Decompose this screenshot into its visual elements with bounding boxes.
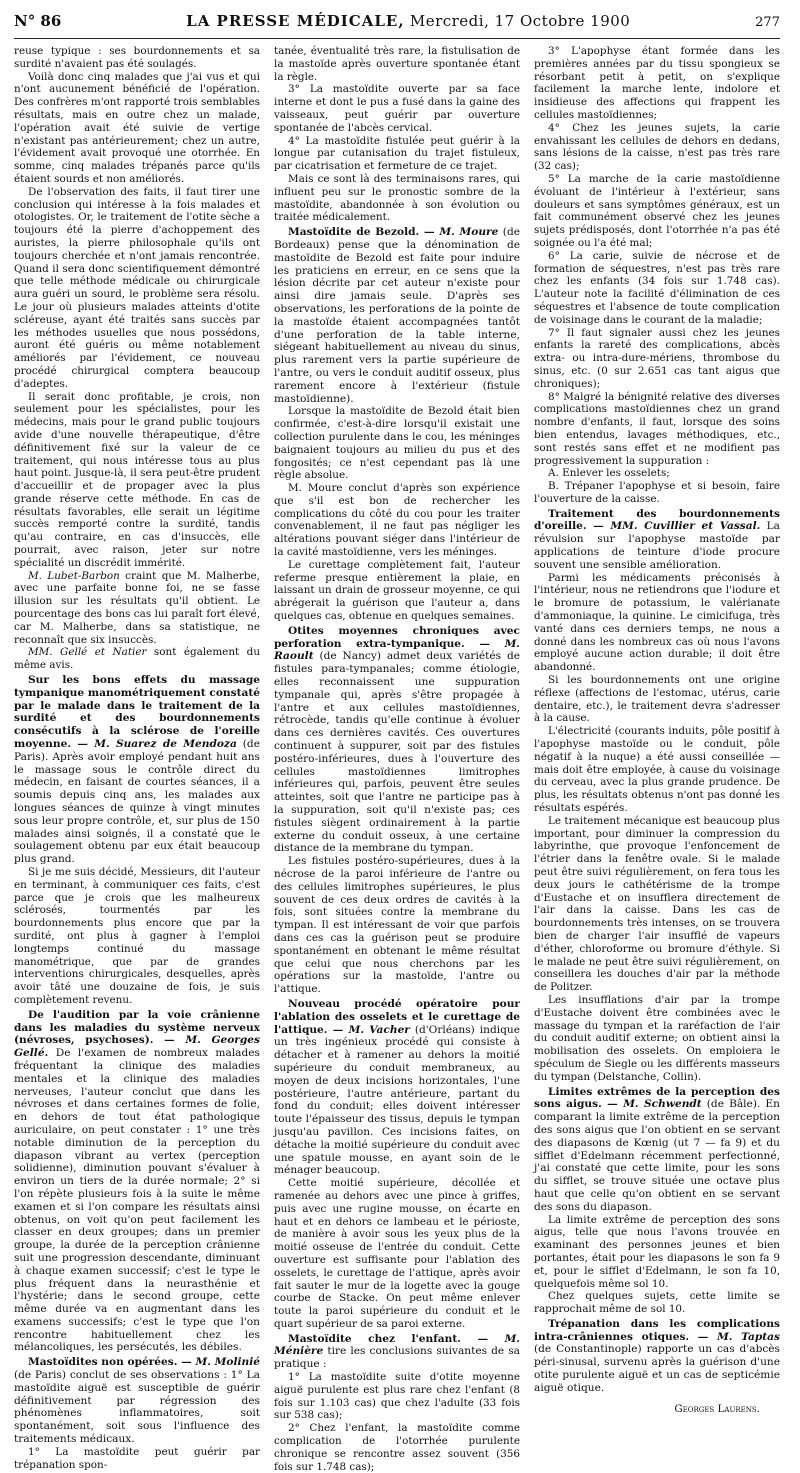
article-columns [14,45,780,1473]
column-3 [534,45,780,1415]
author-name: M. Ménière [274,1332,520,1358]
author-name: M. Raoult [274,637,520,663]
paragraph: Le curettage complètement fait, l'auteur referme presque entièrement la plaie, en laissant un drain de grosseur moyenne, ce qui abrégerait la guérison que l'auteur a, dans quelques cas, obtenue en quelques semaines. [274,558,520,623]
section-heading [14,1009,260,1355]
section-heading [534,1318,780,1395]
section-heading [274,625,520,855]
page-number: 277 [755,15,780,30]
section-heading [14,1356,260,1446]
paragraph: Cette moitié supérieure, décollée et ramenée au dehors avec une pince à griffes, puis avec une rugine mousse, on écarte en haut et en dehors ce lambeau et le périoste, de manière à avoir sous les yeux plus de la moitié osseuse de l'entrée du conduit. Cette ouverture est suffisante pour l'ablation des osselets, le curettage de l'attique, après avoir fait sauter le mur de la logette avec la gouge courbe de Stacke. On peut même enlever toute la paroi supérieure du conduit et le quart supérieur de sa paroi externe. [274,1177,520,1330]
paragraph: Les insufflations d'air par la trompe d'Eustache doivent être combinées avec le massage du tympan et la raréfaction de l'air du conduit auditif externe; on obtient ainsi la mobilisation des osselets. On emploiera le spéculum de Siegle ou les différents masseurs du tympan (Delstanche, Collin). [534,993,780,1083]
author-name: M. Georges Gellé. [14,1034,260,1060]
section-heading [274,1333,520,1371]
heading-title: Trépanation dans les complications intra-crâniennes otiques. — [534,1317,780,1343]
author-name: MM. Gellé et Natier [28,646,147,659]
heading-title: De l'audition par la voie crânienne dans les maladies du système nerveux (névroses, psychoses). — [14,1008,260,1047]
author-name: M. Molinié [195,1356,260,1369]
paragraph: Le traitement mécanique est beaucoup plus important, pour diminuer la compression du labyrinthe, que provoque l'enfoncement de l'étrier dans la fenêtre ovale. Si le malade peut être suivi régulièrement, on fera tous les deux jours le cathétérisme de la trompe d'Eustache et on insufflera directement de l'air dans la caisse. Dans les cas de bourdonnements très intenses, on se trouvera bien de charger l'air insufflé de vapeurs d'éther, chloroforme ou bromure d'éthyle. Si le malade ne peut être suivi régulièrement, on conseillera les douches d'air par la méthode de Politzer. [534,814,780,994]
heading-body: (de Bordeaux) pense que la dénomination de mastoïdite de Bezold est faite pour induire les praticiens en erreur, en ce sens que la lésion décrite par cet auteur n'existe pour ainsi dire jamais seule. D'après ses observations, les perforations de la pointe de la mastoïde étaient accompagnées tantôt d'une perforation de la table interne, siégeant habituellement au niveau du sinus, plus rarement vers la partie supérieure de l'antre, ou vers le conduit auditif osseux, plus rarement encore à l'extérieur (fistule mastoïdienne). [274,226,520,405]
column-1 [14,45,261,1471]
paragraph: Les fistules postéro-supérieures, dues à la nécrose de la paroi inférieure de l'antre ou des cellules limitrophes supérieures, le plus souvent de ces deux ordres de cavités à la fois, sont situées contre la membrane du tympan. Il est intéressant de voir que parfois dans ces cas la guérison peut se produire spontanément en obtenant le même résultat que celui que nous cherchons par les opérations sur la mastoïde, l'antre ou l'attique. [274,855,520,996]
heading-body: La révulsion sur l'apophyse mastoïde par applications de teinture d'iode procure souvent une sensible amélioration. [534,520,780,571]
column-2 [274,45,520,1473]
author-signature: Georges Laurens. [674,1402,760,1415]
paragraph [14,646,260,672]
paragraph: 3° La mastoïdite ouverte par sa face interne et dont le pus a fusé dans la gaine des vaisseaux, peut guérir par ouverture spontanée de l'abcès cervical. [274,83,520,134]
author-name: M. Moure [439,226,499,239]
paragraph: reuse typique : ses bourdonnements et sa surdité n'avaient pas été soulagés. [14,45,260,70]
heading-body: (de Paris). Après avoir employé pendant huit ans le massage sous le contrôle direct du médecin, en faisant de courtes séances, il a soumis depuis cinq ans, les malades aux longues séances de quinze à vingt minutes sous leur propre contrôle, et, sur plus de 150 malades ainsi soignés, il a constaté que le soulagement obtenu par eux était beaucoup plus grand. [14,738,260,866]
paragraph: L'électricité (courants induits, pôle positif à l'apophyse mastoïde ou le conduit, pôle négatif à la nuque) a été aussi conseillée — mais doit être employée, à cause du voisinage du cerveau, avec la plus grande prudence. De plus, les résultats obtenus n'ont pas donné les résultats espérés. [534,725,780,815]
paragraph: La limite extrême de perception des sons aigus, telle que nous l'avons trouvée en examinant des personnes jeunes et bien portantes, était pour les diapasons le son fa 9 et, pour le sifflet d'Edelmann, le son fa 10, quelquefois même sol 10. [534,1213,780,1290]
author-name: M. Suarez de Mendoza [94,738,237,751]
heading-title: Mastoïdite chez l'enfant. — [288,1332,489,1345]
heading-body: (de Paris) conclut de ses observations : 1° La mastoïdite aiguë est susceptible de guérir définitivement par régression des phénomènes inflammatoires, soit spontanément, soit sous l'influence des traitements médicaux. [14,1369,260,1446]
paragraph [14,570,260,647]
paragraph: B. Trépaner l'apophyse et si besoin, faire l'ouverture de la caisse. [534,480,780,505]
paragraph: 5° La marche de la carie mastoïdienne évoluant de l'intérieur à l'extérieur, sans douleurs et sans symptômes généraux, est un fait communément observé chez les jeunes sujets prédisposés, dont l'otorrhée n'a pas été soignée ou l'a été mal; [534,172,780,249]
author-name: M. Lubet-Barbon [28,569,120,582]
heading-title: Mastoïdites non opérées. — [28,1356,192,1369]
issue-date: Mercredi, 17 Octobre 1900 [404,12,631,30]
heading-body: (de Constantinople) rapporte un cas d'abcès péri-sinusal, survenu après la guérison d'une otite purulente aiguë et un cas de septicémie aiguë otique. [534,1343,780,1394]
section-heading [534,1086,780,1214]
paragraph: 6° La carie, suivie de nécrose et de formation de séquestres, n'est pas très rare chez les enfants (34 fois sur 1.748 cas). L'auteur note la facilité d'élimination de ces séquestres et l'absence de toute complication de voisinage dans le courant de la maladie; [534,249,780,326]
heading-title: Otites moyennes chroniques avec perforation extra-tympanique. — [274,624,520,650]
section-heading [534,508,780,572]
paragraph: Voilà donc cinq malades que j'ai vus et qui n'ont aucunement bénéficié de l'opération. Des confrères m'ont rapporté trois semblables résultats, mais en outre chez un malade, l'opération avait été suivie de vertige n'existant pas antérieurement; chez un autre, l'évidement avait provoqué une otorrhée. En somme, cinq malades trépanés parce qu'ils étaient sourds et non améliorés. [14,70,260,185]
paragraph: Lorsque la mastoïdite de Bezold était bien confirmée, c'est-à-dire lorsqu'il existait une collection purulente dans le cou, les méninges baignaient toujours au milieu du pus et des fongosités; ce n'est cependant pas là une règle absolue. [274,405,520,482]
heading-body: (d'Orléans) indique un très ingénieux procédé qui consiste à détacher et à ramener au dehors la moitié supérieure du conduit membraneux, au moyen de deux incisions horizontales, l'une postérieure, l'autre antérieure, partant du fond du conduit; elles doivent intéresser toute l'épaisseur des tissus, depuis le tympan jusqu'au pavillon. Ces incisions faites, on détache la moitié supérieure du conduit avec une spatule mousse, en ayant soin de le ménager beaucoup. [274,1023,520,1177]
heading-title: Sur les bons effets du massage tympanique manométriquement constaté par le malade dans le traitement de la surdité et des bourdonnements consécutifs à la sclérose de l'oreille moyenne. — [14,674,260,751]
paragraph: 3° L'apophyse étant formée dans les premières années par du tissu spongieux se résorbant petit à petit, on s'explique facilement la marche lente, indolore et insidieuse des affections qui frappent les cellules mastoïdiennes; [534,45,780,121]
publication-title: LA PRESSE MÉDICALE, [186,12,405,30]
paragraph: 1° La mastoïdite suite d'otite moyenne aiguë purulente est plus rare chez l'enfant (8 fois sur 1.103 cas) que chez l'adulte (33 fois sur 538 cas); [274,1371,520,1422]
paragraph: 4° La mastoïdite fistulée peut guérir à la longue par cutanisation du trajet fistuleux, par cicatrisation et fermeture de ce trajet. [274,134,520,173]
issue-number: N° 86 [14,12,62,30]
paragraph-text: craint que M. Malherbe, avec une parfaite bonne foi, ne se fasse illusion sur les résultats qu'il obtient. Le pourcentage des bons cas lui paraît fort élevé, car M. Malherbe, dans sa statistique, ne reconnaît que six insuccès. [14,569,260,646]
heading-body: (de Bâle). En comparant la limite extrême de la perception des sons aigus que l'on obtient en se servant des diapasons de Kœnig (ut 7 — fa 9) et du sifflet d'Edelmann récemment perfectionné, j'ai constaté que cette limite, pour les sons du sifflet, se trouve située une octave plus haut que celle qu'on obtient en se servant des sons du diapason. [534,1098,780,1213]
paragraph: De l'observation des faits, il faut tirer une conclusion qui intéresse à la fois malades et otologistes. Or, le traitement de l'otite sèche a toujours été la pierre d'achoppement des auristes, la pierre philosophale qu'ils ont toujours cherchée et n'ont jamais rencontrée. Quand il sera donc scientifiquement démontré que telle méthode médicale ou chirurgicale aura guéri un sourd, le problème sera résolu. Le jour où plusieurs malades atteints d'otite scléreuse, ayant été traités sans succès par les méthodes usuelles que nous possédons, auront été guéris ou même notablement améliorés par l'évidement, ce nouveau procédé chirurgical comptera beaucoup d'adeptes. [14,185,260,390]
paragraph: M. Moure conclut d'après son expérience que s'il est bon de rechercher les complications du côté du cou pour les traiter convenablement, il ne faut pas négliger les altérations pouvant siéger dans l'intérieur de la cavité mastoïdienne, vers les méninges. [274,482,520,559]
paragraph: Mais ce sont là des terminaisons rares, qui influent peu sur le pronostic sombre de la mastoïdite, abandonnée à son évolution ou traitée médicalement. [274,172,520,224]
paragraph: Parmi les médicaments préconisés à l'intérieur, nous ne retiendrons que l'iodure et le bromure de potassium, le valérianate d'ammoniaque, la quinine. Le cimicifuga, très vanté dans ces derniers temps, ne nous a donné dans les nombreux cas où nous l'avons employé aucune action durable; il doit être abandonné. [534,571,780,674]
heading-title: Limites extrêmes de la perception des sons aigus. — [534,1085,780,1111]
paragraph: Chez quelques sujets, cette limite se rapprochait même de sol 10. [534,1290,780,1316]
author-name: MM. Cuvillier et Vassal. [610,520,761,533]
paragraph-text: sont également du même avis. [14,646,261,672]
author-name: M. Vacher [348,1023,410,1036]
heading-title: Mastoïdite de Bezold. — [288,226,435,239]
heading-body: De l'examen de nombreux malades fréquentant la clinique des maladies mentales et la clinique des maladies nerveuses, l'auteur conclut que dans les névroses et dans certaines formes de folie, en dehors de tout état pathologique auriculaire, on peut constater : 1° une très notable diminution de la perception du diapason vibrant au vertex (perception solidienne), diminution pouvant s'évaluer à environ un tiers de la durée normale; 2° si l'on répète plusieurs fois à la suite le même examen et si l'on compare les résultats ainsi obtenus, on voit qu'on peut facilement les classer en deux groupes; dans un premier groupe, la durée de la perception crânienne suit une progression descendante, diminuant à chaque examen successif; c'est le type le plus fréquent dans la neurasthénie et l'hystérie; dans le second groupe, cette même durée va en augmentant dans les examens successifs; c'est le type que l'on rencontre habituellement chez les mélancoliques, les persécutés, les débiles. [14,1047,260,1354]
author-name: M. Schwendt [623,1098,702,1111]
heading-body: (de Nancy) admet deux variétés de fistules para-tympanales; comme étiologie, elles reconnaissent une suppuration tympanale qui, après s'être propagée à l'antre et aux cellules mastoïdiennes, rétrocède, tandis qu'elle continue à évoluer dans ces dernières cavités. Ces ouvertures continuent à suppurer, soit par des fistules postéro-inférieures, dues à l'ouverture des cellules mastoïdiennes limitrophes inférieures qui, parfois, peuvent être seules atteintes, soit que l'antre ne participe pas à la suppuration, soit qu'il n'existe pas; ces fistules siègent ordinairement à la partie externe du conduit osseux, à une certaine distance de la membrane du tympan. [274,650,520,855]
section-heading [274,998,520,1177]
paragraph: Si je me suis décidé, Messieurs, dit l'auteur en terminant, à communiquer ces faits, c'est parce que je crois que les malheureux sclérosés, tourmentés par les bourdonnements plus encore que par la surdité, ont plus à gagner à l'emploi longtemps continué du massage manométrique, que par de grandes interventions chirurgicales, desquelles, après avoir tâté une douzaine de fois, je suis complètement revenu. [14,866,260,1006]
heading-body: tire les conclusions suivantes de sa pratique : [274,1345,520,1371]
heading-title: Nouveau procédé opératoire pour l'ablation des osselets et le curettage de l'attique. — [274,997,520,1036]
paragraph: 8° Malgré la bénignité relative des diverses complications mastoïdiennes chez un grand nombre d'enfants, il faut, lorsque des soins bien entendus, lavages méthodiques, etc., sont restés sans effet et ne modifient pas progressivement la suppuration : [534,390,780,467]
heading-title: Traitement des bourdonnements d'oreille. — [534,507,780,533]
masthead [186,12,630,30]
page-header [14,12,780,39]
paragraph: Il serait donc profitable, je crois, non seulement pour les spécialistes, pour les médecins, mais pour le grand public toujours avide d'une nouvelle thérapeutique, d'être définitivement fixé sur la valeur de ce traitement, qui nous intéresse tous au plus haut point. Jusque-là, il sera peut-être prudent d'accueillir et de propager avec la plus grande réserve cette méthode. En cas de résultats favorables, elle serait un légitime succès remporté contre la surdité, tandis qu'au contraire, en cas d'insuccès, elle pourrait, avec raison, jeter sur notre spécialité un discrédit immérité. [14,390,260,569]
paragraph: Si les bourdonnements ont une origine réflexe (affections de l'estomac, utérus, carie dentaire, etc.), le traitement devra s'adresser à la cause. [534,674,780,725]
author-name: M. Taptas [717,1330,780,1343]
section-heading [274,226,520,405]
paragraph: 4° Chez les jeunes sujets, la carie envahissant les cellules de dehors en dedans, sans lésions de la caisse, n'est pas très rare (32 cas); [534,121,780,173]
paragraph: 2° Chez l'enfant, la mastoïdite comme complication de l'otorrhée purulente chronique se rencontre assez souvent (356 fois sur 1.748 cas); [274,1422,520,1473]
paragraph: 1° La mastoïdite peut guérir par trépanation spon- [14,1445,260,1471]
paragraph: A. Enlever les osselets; [548,467,670,480]
paragraph: tanée, éventualité très rare, la fistulisation de la mastoïde après ouverture spontanée étant la règle. [274,45,520,83]
paragraph: 7° Il faut signaler aussi chez les jeunes enfants la rareté des complications, abcès extra- ou intra-dure-mériens, thrombose du sinus, etc. (0 sur 2.651 cas tant aigus que chroniques); [534,326,780,390]
section-heading [14,674,260,866]
